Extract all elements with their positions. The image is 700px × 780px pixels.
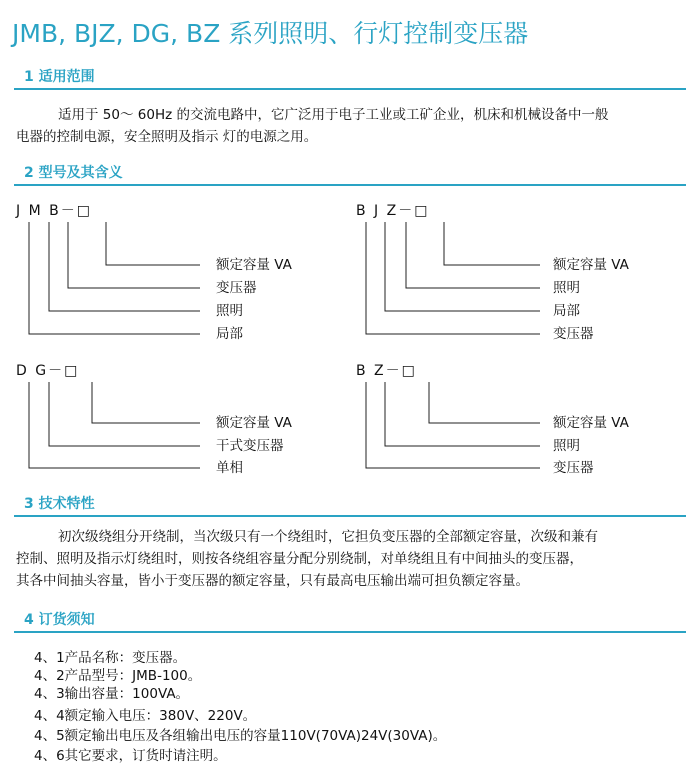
dg-label-dry-transformer: 干式变压器 — [216, 438, 284, 454]
bz-label-lighting: 照明 — [553, 438, 580, 454]
order-item: 4、5额定输出电压及各组输出电压的容量110V(70VA)24V(30VA)。 — [34, 728, 447, 744]
order-item: 4、2产品型号：JMB-100。 — [34, 668, 202, 684]
order-item: 4、1产品名称：变压器。 — [34, 650, 187, 666]
bjz-label-transformer: 变压器 — [553, 326, 594, 342]
bjz-label-local: 局部 — [553, 303, 580, 319]
model-code-bz: B Z－□ — [356, 363, 417, 379]
model-code-bjz: B J Z－□ — [356, 203, 430, 219]
bjz-label-capacity: 额定容量 VA — [553, 257, 629, 273]
dg-label-capacity: 额定容量 VA — [216, 415, 292, 431]
tech-line-1: 初次级绕组分开绕制，当次级只有一个绕组时，它担负变压器的全部额定容量，次级和兼有 — [58, 529, 598, 545]
bz-label-transformer: 变压器 — [553, 460, 594, 476]
page-title: JMB, BJZ, DG, BZ 系列照明、行灯控制变压器 — [12, 19, 529, 48]
jmb-label-transformer: 变压器 — [216, 280, 257, 296]
tech-paragraph — [16, 526, 688, 592]
model-code-jmb: J M B－□ — [16, 203, 92, 219]
bjz-label-lighting: 照明 — [553, 280, 580, 296]
section-heading-scope: 1 适用范围 — [24, 69, 95, 85]
tech-line-3: 其各中间抽头容量，皆小于变压器的额定容量，只有最高电压输出端可担负额定容量。 — [16, 573, 529, 589]
model-code-dg: D G－□ — [16, 363, 80, 379]
section-divider — [14, 631, 686, 633]
scope-line-1: 适用于 50～ 60Hz 的交流电路中，它广泛用于电子工业或工矿企业，机床和机械设备中一般 — [58, 107, 609, 123]
jmb-label-lighting: 照明 — [216, 303, 243, 319]
tech-line-2: 控制、照明及指示灯绕组时，则按各绕组容量分配分别绕制，对单绕组且有中间抽头的变压器， — [16, 551, 583, 567]
order-item: 4、6其它要求，订货时请注明。 — [34, 748, 227, 764]
dg-label-single-phase: 单相 — [216, 460, 243, 476]
order-item: 4、3输出容量：100VA。 — [34, 686, 190, 702]
order-item: 4、4额定输入电压：380V、220V。 — [34, 708, 257, 724]
bz-label-capacity: 额定容量 VA — [553, 415, 629, 431]
scope-line-2: 电器的控制电源，安全照明及指示 灯的电源之用。 — [16, 129, 318, 145]
section-heading-model: 2 型号及其含义 — [24, 165, 123, 181]
section-heading-order: 4 订货须知 — [24, 612, 95, 628]
section-heading-tech: 3 技术特性 — [24, 496, 95, 512]
jmb-label-local: 局部 — [216, 326, 243, 342]
section-divider — [14, 515, 686, 517]
jmb-label-capacity: 额定容量 VA — [216, 257, 292, 273]
